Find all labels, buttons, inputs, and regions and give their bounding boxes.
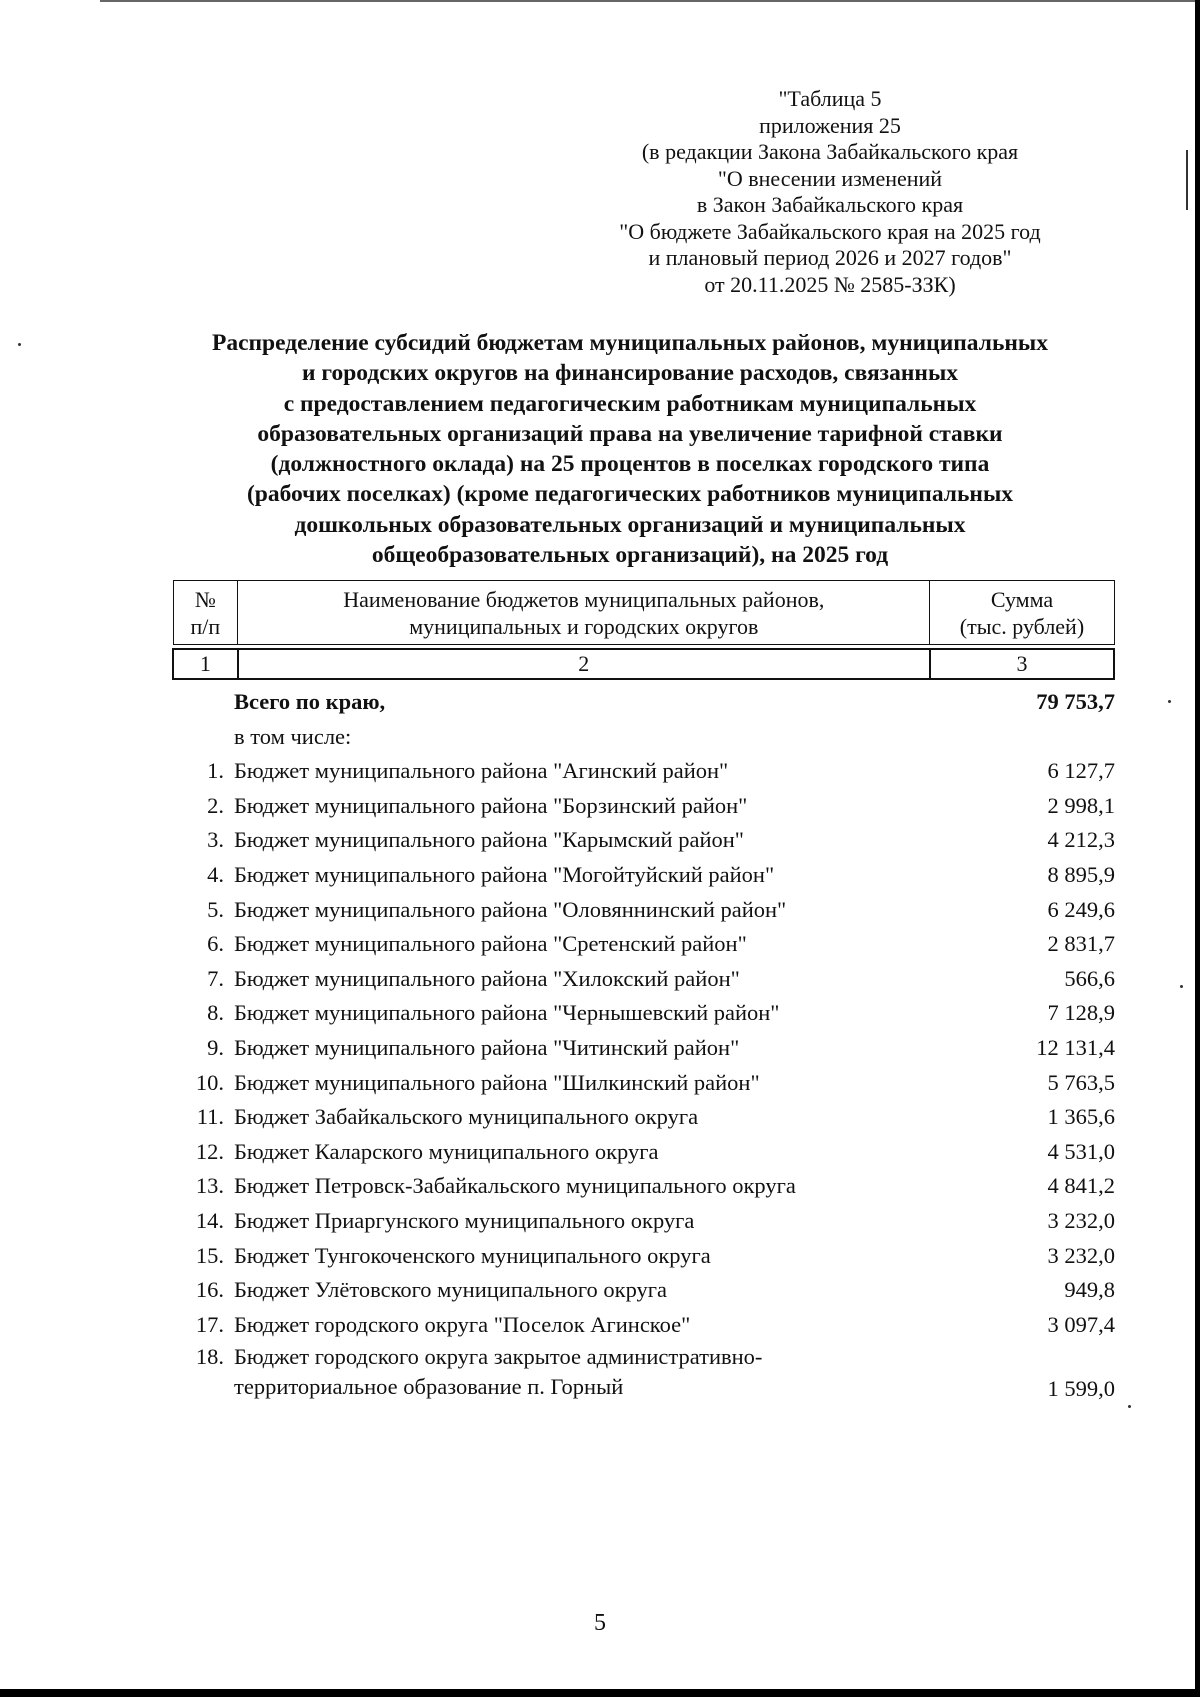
row-name: Бюджет муниципального района "Агинский район"	[234, 758, 729, 784]
row-name: Бюджет муниципального района "Сретенский район"	[234, 931, 747, 957]
row-number: 11.	[196, 1104, 224, 1130]
row-sum: 3 097,4	[1047, 1311, 1115, 1337]
row-name: Бюджет муниципального района "Читинский район"	[234, 1034, 740, 1060]
header-sum-cell	[930, 581, 1114, 645]
row-name: Бюджет муниципального района "Могойтуйский район"	[234, 861, 775, 887]
column-number-3: 3	[930, 649, 1114, 679]
row-number: 3.	[207, 827, 224, 853]
row-sum: 4 531,0	[1047, 1138, 1115, 1164]
scan-speck	[1128, 1405, 1131, 1408]
row-name: Бюджет Улётовского муниципального округа	[234, 1277, 667, 1303]
row-name: Бюджет Каларского муниципального округа	[234, 1138, 659, 1164]
scan-bottom-edge	[0, 1689, 1200, 1697]
row-name: Бюджет Петровск-Забайкальского муниципального округа	[234, 1173, 796, 1199]
row-sum: 3 232,0	[1047, 1242, 1115, 1268]
total-row	[172, 685, 1115, 720]
table-header	[172, 580, 1115, 680]
row-number: 5.	[207, 896, 224, 922]
table-row	[172, 1273, 1115, 1308]
row-sum: 2 998,1	[1047, 792, 1115, 818]
row-sum: 3 232,0	[1047, 1207, 1115, 1233]
page-number: 5	[594, 1610, 606, 1636]
table-row	[172, 823, 1115, 858]
appendix-line: приложения 25	[759, 112, 901, 138]
including-row	[172, 720, 1115, 755]
row-name: Бюджет Приаргунского муниципального округа	[234, 1207, 695, 1233]
row-name: Бюджет муниципального района "Шилкинский район"	[234, 1069, 760, 1095]
table-body	[172, 685, 1115, 1406]
row-sum: 4 841,2	[1047, 1173, 1115, 1199]
title-line: (рабочих поселках) (кроме педагогических работников муниципальных	[246, 481, 1014, 508]
scan-speck	[18, 343, 21, 346]
row-number: 8.	[207, 1000, 224, 1026]
table-row	[172, 1169, 1115, 1204]
column-number-1: 1	[173, 649, 238, 679]
row-number: 16.	[195, 1277, 224, 1303]
row-number: 12.	[195, 1138, 224, 1164]
title-line: общеобразовательных организаций), на 2025 год	[371, 542, 889, 569]
table-row	[172, 789, 1115, 824]
appendix-line: и плановый период 2026 и 2027 годов"	[648, 245, 1012, 270]
row-sum: 6 127,7	[1047, 758, 1115, 784]
row-name	[234, 1342, 935, 1402]
table-row	[172, 1342, 1115, 1406]
title-line: (должностного оклада) на 25 процентов в поселках городского типа	[270, 451, 990, 478]
row-name: Бюджет Забайкальского муниципального округа	[234, 1104, 699, 1130]
appendix-header	[575, 86, 1085, 298]
total-label: Всего по краю,	[234, 689, 386, 714]
header-name-cell	[238, 581, 930, 645]
appendix-line: от 20.11.2025 № 2585-ЗЗК)	[704, 271, 956, 297]
row-number: 13.	[195, 1173, 224, 1199]
table-row	[172, 1031, 1115, 1066]
row-sum: 12 131,4	[1036, 1034, 1115, 1060]
row-sum: 949,8	[1064, 1277, 1115, 1303]
row-number: 6.	[207, 931, 224, 957]
scan-right-edge	[1195, 0, 1200, 1697]
table-row	[172, 996, 1115, 1031]
header-number-cell	[173, 581, 238, 645]
header-name: Наименование бюджетов муниципальных районов, муниципальных и городских округов	[343, 586, 825, 639]
title-line: и городских округов на финансирование расходов, связанных	[301, 360, 959, 387]
row-number: 4.	[207, 861, 224, 887]
row-name: Бюджет муниципального района "Оловяннинский район"	[234, 896, 787, 922]
total-sum: 79 753,7	[1036, 689, 1115, 714]
row-number: 18.	[195, 1344, 224, 1370]
scan-top-edge	[100, 0, 1200, 2]
appendix-line: в Закон Забайкальского края	[696, 192, 964, 217]
table-row	[172, 962, 1115, 997]
appendix-line: "Таблица 5	[778, 86, 882, 111]
appendix-line: "О внесении изменений	[717, 165, 943, 191]
row-name-line: Бюджет городского округа закрытое административно-	[234, 1344, 763, 1370]
row-number: 9.	[207, 1034, 224, 1060]
row-number: 10.	[195, 1069, 224, 1095]
row-number: 7.	[207, 965, 224, 991]
row-name: Бюджет муниципального района "Борзинский район"	[234, 792, 748, 818]
row-number: 17.	[195, 1311, 224, 1337]
scan-speck	[1180, 985, 1183, 988]
table-row	[172, 1066, 1115, 1101]
row-name: Бюджет муниципального района "Хилокский район"	[234, 965, 740, 991]
table-row	[172, 927, 1115, 962]
row-name: Бюджет Тунгокоченского муниципального округа	[234, 1242, 711, 1268]
row-sum: 7 128,9	[1047, 1000, 1115, 1026]
header-sum: Сумма (тыс. рублей)	[959, 586, 1085, 639]
row-sum: 8 895,9	[1047, 861, 1115, 887]
row-name-line: территориальное образование п. Горный	[234, 1374, 624, 1400]
table-row	[172, 754, 1115, 789]
table-row	[172, 1100, 1115, 1135]
row-sum: 4 212,3	[1047, 827, 1115, 853]
title-line: с предоставлением педагогическим работникам муниципальных	[283, 390, 977, 417]
appendix-line: (в редакции Закона Забайкальского края	[641, 139, 1019, 164]
row-name: Бюджет муниципального района "Карымский район"	[234, 827, 744, 853]
column-number-2: 2	[238, 649, 930, 679]
title-line: Распределение субсидий бюджетам муниципальных районов, муниципальных	[211, 330, 1049, 356]
table-row	[172, 1204, 1115, 1239]
row-sum: 1 599,0	[1047, 1376, 1115, 1402]
row-sum: 566,6	[1064, 965, 1115, 991]
row-number: 14.	[195, 1207, 224, 1233]
scan-speck	[1168, 700, 1171, 703]
row-name: Бюджет муниципального района "Чернышевский район"	[234, 1000, 780, 1026]
document-title	[150, 328, 1110, 570]
row-number: 1.	[207, 758, 224, 784]
table-row	[172, 893, 1115, 928]
title-line: дошкольных образовательных организаций и муниципальных	[294, 511, 966, 538]
header-number: № п/п	[190, 586, 221, 639]
row-sum: 2 831,7	[1047, 931, 1115, 957]
scan-mark	[1186, 150, 1188, 210]
table-row	[172, 858, 1115, 893]
title-line: образовательных организаций права на увеличение тарифной ставки	[257, 420, 1003, 447]
table-row	[172, 1239, 1115, 1274]
table-row	[172, 1135, 1115, 1170]
row-sum: 5 763,5	[1047, 1069, 1115, 1095]
row-number: 15.	[195, 1242, 224, 1268]
appendix-line: "О бюджете Забайкальского края на 2025 год	[619, 218, 1041, 244]
including-label: в том числе:	[234, 723, 352, 749]
row-sum: 6 249,6	[1047, 896, 1115, 922]
row-number: 2.	[207, 792, 224, 818]
row-name: Бюджет городского округа "Поселок Агинское"	[234, 1311, 691, 1337]
row-sum: 1 365,6	[1047, 1104, 1115, 1130]
table-row	[172, 1308, 1115, 1343]
